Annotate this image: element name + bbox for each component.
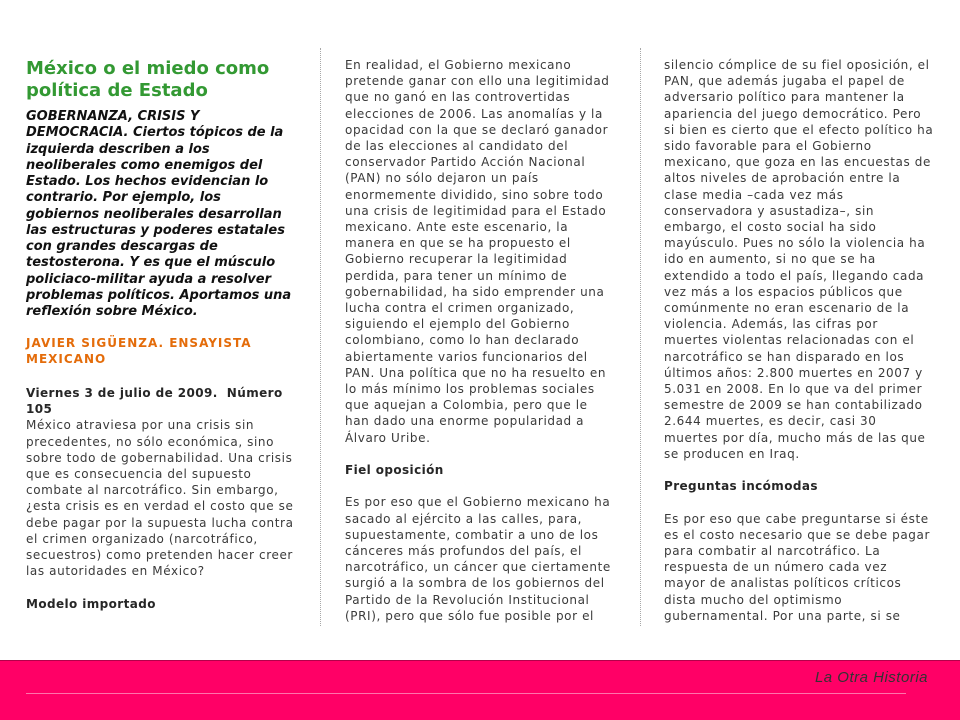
section-heading: Fiel oposición <box>345 463 444 478</box>
footer-rule <box>26 693 906 694</box>
column-2-body <box>345 57 611 624</box>
footer-label: La Otra Historia <box>814 669 928 686</box>
lead-line: gobiernos neoliberales desarrollan <box>26 206 282 222</box>
text-line: surgió a la sombra de los gobiernos del <box>345 576 605 591</box>
text-line: 5.031 en 2008. En lo que va del primer <box>664 382 923 397</box>
text-line: muertes violentas relacionadas con el <box>664 333 915 348</box>
section-heading: Modelo importado <box>26 596 156 611</box>
text-line: siguiendo el ejemplo del Gobierno <box>345 317 570 332</box>
text-line: para combatir al narcotráfico. La <box>664 544 881 559</box>
text-line: (PAN) no sólo dejaron un país <box>345 171 539 186</box>
text-line: manera en que se ha propuesto el <box>345 236 571 251</box>
text-line: vez más a los espacios públicos que <box>664 284 903 299</box>
lead-line: con grandes descargas de <box>26 239 218 254</box>
text-line: lucha contra el crimen organizado, <box>345 301 575 316</box>
column-3-body <box>664 57 933 624</box>
lead-line: testosterona. Y es que el músculo <box>26 255 276 271</box>
text-line: gobernabilidad, ha sido emprender una <box>345 284 605 299</box>
text-line: últimos años: 2.800 muertes en 2007 y <box>664 365 923 380</box>
lead-line: GOBERNANZA, CRISIS Y <box>26 109 200 124</box>
text-line: que es consecuencia del supuesto <box>26 467 252 482</box>
lead-line: DEMOCRACIA. Ciertos tópicos de la <box>26 125 284 141</box>
author-line: JAVIER SIGÜENZA. ENSAYISTA <box>26 336 252 350</box>
paragraph <box>664 57 933 462</box>
lead-line: las estructuras y poderes estatales <box>26 222 285 238</box>
text-line: secuestros) como pretenden hacer creer <box>26 548 293 563</box>
text-line: colombiano, como lo han declarado <box>345 333 580 348</box>
text-line: violencia. Además, las cifras por <box>664 317 878 332</box>
text-line: pretende ganar con ello una legitimidad <box>345 74 610 89</box>
column-1-body <box>26 385 294 612</box>
text-line: cánceres más profundos del país, el <box>345 544 582 559</box>
section-heading: Preguntas incómodas <box>664 479 818 494</box>
text-line: sacado al ejército a las calles, para, <box>345 511 583 526</box>
paragraph <box>345 57 611 446</box>
text-line: extendido a todo el país, llegando cada <box>664 268 925 283</box>
lead-line: contrario. Por ejemplo, los <box>26 190 221 206</box>
text-line: adversario político para mantener la <box>664 90 905 105</box>
text-line: gubernamental. Por una parte, si se <box>664 608 901 623</box>
text-line: Es por eso que el Gobierno mexicano ha <box>345 495 611 510</box>
text-line: sobre todo de gobernabilidad. Una crisis <box>26 450 293 465</box>
text-line: enormemente dividido, sino sobre todo <box>345 187 604 202</box>
text-line: elecciones de 2006. Las anomalías y la <box>345 106 603 121</box>
title-line: México o el miedo como <box>26 58 270 79</box>
text-line: PAN, que además jugaba el papel de <box>664 74 905 89</box>
text-line: combate al narcotráfico. Sin embargo, <box>26 483 279 498</box>
text-line: se producen en Iraq. <box>664 446 800 461</box>
text-line: embargo, el costo social ha sido <box>664 220 877 235</box>
text-line: ido en aumento, si no que se ha <box>664 252 876 267</box>
text-line: 2.644 muertes, es decir, casi 30 <box>664 414 877 429</box>
text-line: respuesta de un número cada vez <box>664 560 888 575</box>
text-line: apariencia del juego democrático. Pero <box>664 106 922 121</box>
text-line: dista mucho del optimismo <box>664 592 843 607</box>
lead-line: izquierda describen a los <box>26 141 210 157</box>
text-line: semestre de 2009 se han contabilizado <box>664 398 923 413</box>
text-line: (PRI), pero que sólo fue posible por el <box>345 608 594 623</box>
text-line: Partido de la Revolución Institucional <box>345 592 590 607</box>
text-line: Álvaro Uribe. <box>345 430 431 445</box>
text-line: opacidad con la que se declaró ganador <box>345 122 609 137</box>
text-line: una crisis de legitimidad para el Estado <box>345 203 607 218</box>
article-lead <box>26 109 291 320</box>
lead-line: neoliberales como enemigos del <box>26 157 263 173</box>
title-line: política de Estado <box>26 80 208 101</box>
column-divider-left <box>320 48 321 626</box>
text-line: las autoridades en México? <box>26 564 205 579</box>
text-line: narcotráfico, un cáncer que ciertamente <box>345 560 611 575</box>
text-line: debe pagar por la supuesta lucha contra <box>26 515 294 530</box>
lead-line: reflexión sobre México. <box>26 304 198 319</box>
text-line: que no ganó en las controvertidas <box>345 90 571 105</box>
text-line: México atraviesa por una crisis sin <box>26 418 255 433</box>
article-author <box>26 335 252 367</box>
text-line: PAN. Una política que no ha resuelto en <box>345 365 607 380</box>
text-line: el crimen organizado (narcotráfico, <box>26 531 258 546</box>
lead-line: Estado. Los hechos evidencian lo <box>26 174 269 189</box>
paragraph <box>345 494 611 624</box>
text-line: Es por eso que cabe preguntarse si éste <box>664 511 929 526</box>
article-dateline <box>26 385 294 417</box>
text-line: abiertamente varios funcionarios del <box>345 349 588 364</box>
text-line: conservador Partido Acción Nacional <box>345 155 586 170</box>
footer-band <box>0 660 960 720</box>
text-line: mexicano. Ante este escenario, la <box>345 220 569 235</box>
text-line: Gobierno recuperar la legitimidad <box>345 252 568 267</box>
text-line: conservadora y asustadiza–, sin <box>664 203 875 218</box>
text-line: ¿esta crisis es en verdad el costo que se <box>26 499 294 514</box>
text-line: mayúsculo. Pues no sólo la violencia ha <box>664 236 926 251</box>
text-line: En realidad, el Gobierno mexicano <box>345 58 572 72</box>
text-line: que aquejan a Colombia, pero que le <box>345 398 588 413</box>
paragraph <box>26 417 294 579</box>
text-line: supuestamente, combatir a uno de los <box>345 527 599 542</box>
author-line: MEXICANO <box>26 352 107 367</box>
text-line: comúnmente no eran escenario de la <box>664 301 910 316</box>
article-title <box>26 58 269 102</box>
text-line: de las elecciones al candidato del <box>345 139 569 154</box>
text-line: silencio cómplice de su fiel oposición, el <box>664 58 930 72</box>
text-line: lo más mínimo los problemas sociales <box>345 382 595 397</box>
text-line: narcotráfico se han disparado en los <box>664 349 905 364</box>
text-line: sido favorable para el Gobierno <box>664 139 872 154</box>
text-line: si bien es cierto que el efecto político ha <box>664 122 934 137</box>
paragraph <box>664 511 933 624</box>
lead-line: policiaco-militar ayuda a resolver <box>26 271 272 287</box>
text-line: han dado una enorme popularidad a <box>345 414 585 429</box>
text-line: perdida, para tener un mínimo de <box>345 268 568 283</box>
column-divider-right <box>640 48 641 626</box>
lead-line: problemas políticos. Aportamos una <box>26 287 292 303</box>
text-line: altos niveles de aprobación entre la <box>664 171 901 186</box>
text-line: mayor de analistas políticos críticos <box>664 576 902 591</box>
text-line: es el costo necesario que se debe pagar <box>664 527 930 542</box>
dateline-line: Viernes 3 de julio de 2009. Número <box>26 386 283 400</box>
text-line: clase media –cada vez más <box>664 187 844 202</box>
dateline-line: 105 <box>26 402 53 417</box>
text-line: mexicano, que goza en las encuestas de <box>664 155 931 170</box>
text-line: precedentes, no sólo económica, sino <box>26 434 275 449</box>
text-line: muertes por día, mucho más de las que <box>664 430 926 445</box>
